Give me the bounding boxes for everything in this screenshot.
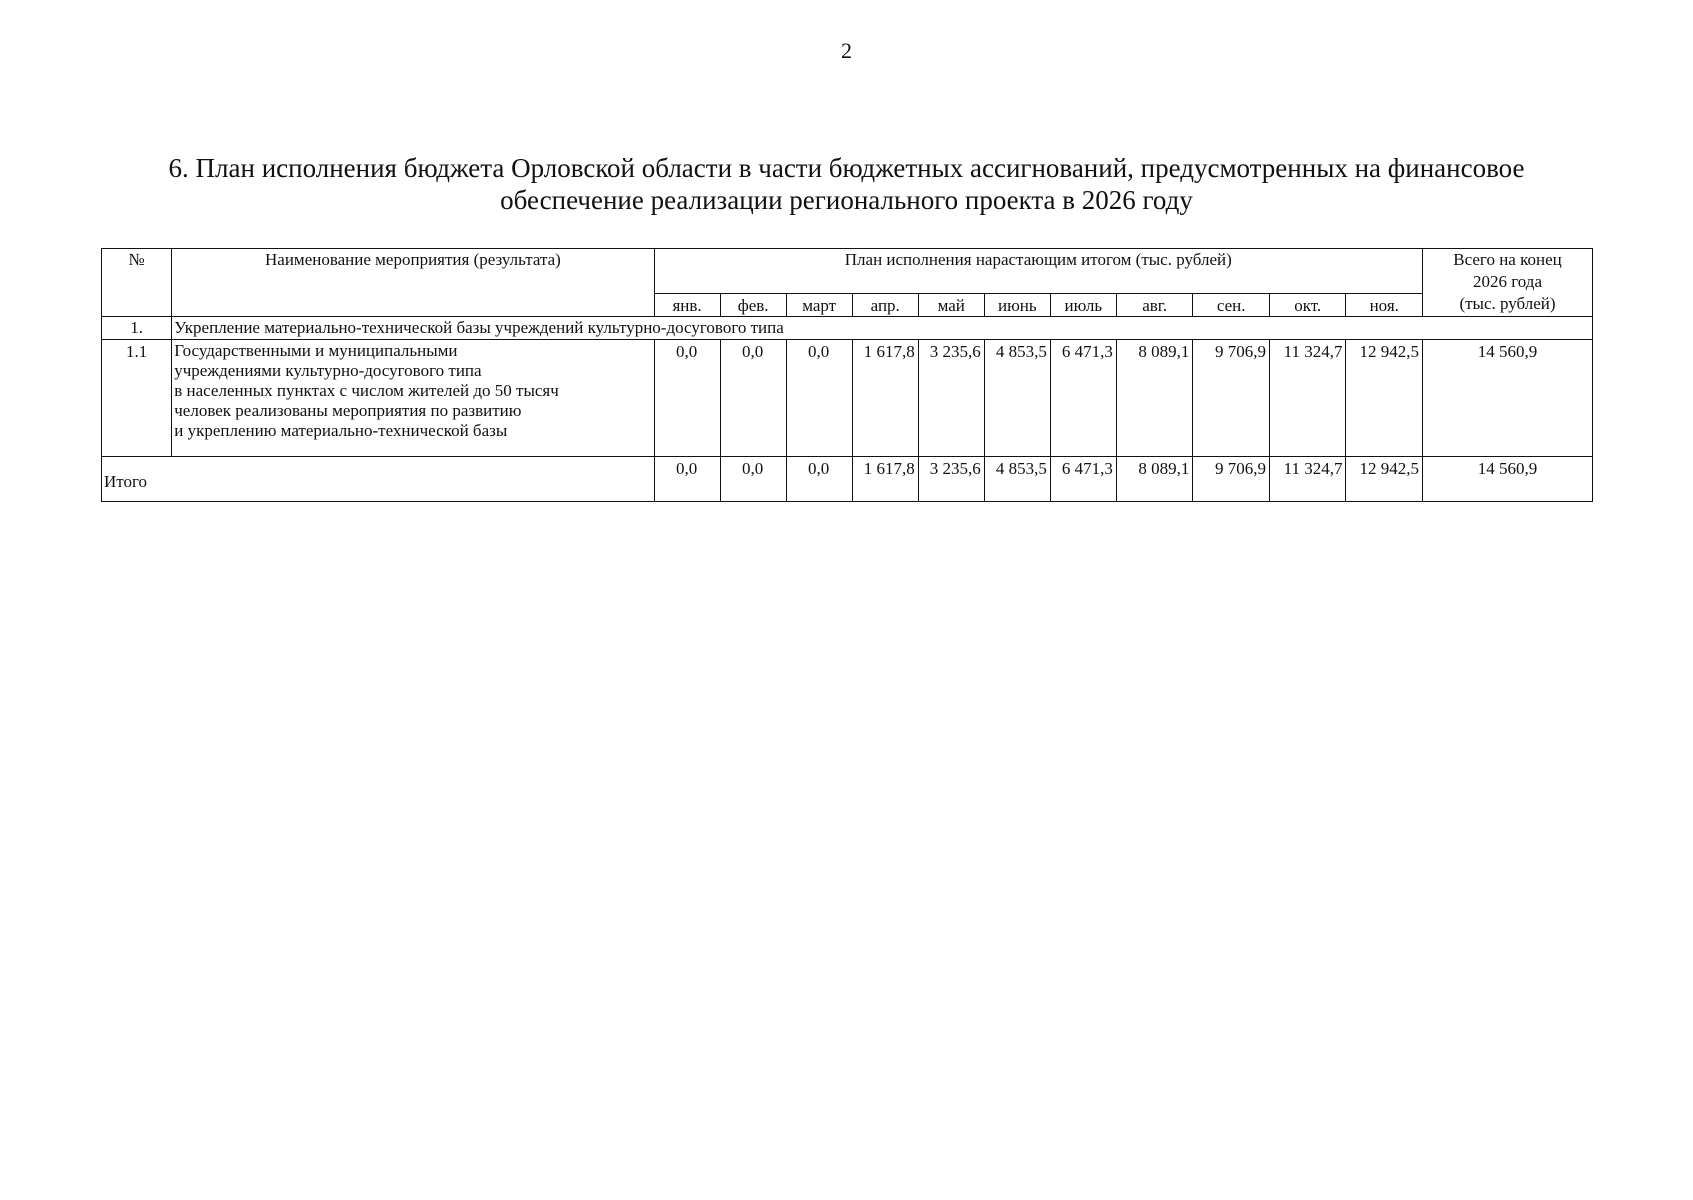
item-name-line: Государственными и муниципальными (174, 341, 458, 360)
column-header-total (1423, 249, 1593, 317)
month-header: сен. (1193, 294, 1270, 317)
column-header-plan: План исполнения нарастающим итогом (тыс. рублей) (654, 249, 1422, 294)
item-name (172, 340, 654, 457)
table-row (102, 340, 1593, 457)
header-row (102, 249, 1593, 294)
total-month-value: 0,0 (786, 457, 852, 502)
total-month-value: 0,0 (654, 457, 720, 502)
total-month-value: 9 706,9 (1193, 457, 1270, 502)
item-name-line: учреждениями культурно-досугового типа (174, 361, 482, 380)
column-header-total-line-2: 2026 года (1473, 272, 1543, 291)
month-header: ноя. (1346, 294, 1423, 317)
month-value: 9 706,9 (1193, 340, 1270, 457)
item-name-line: человек реализованы мероприятия по развитию (174, 401, 522, 420)
total-month-value: 11 324,7 (1269, 457, 1346, 502)
month-value: 0,0 (720, 340, 786, 457)
total-month-value: 12 942,5 (1346, 457, 1423, 502)
month-value: 8 089,1 (1116, 340, 1193, 457)
month-header: июнь (984, 294, 1050, 317)
item-name-line: и укреплению материально-технической базы (174, 421, 508, 440)
column-header-total-line-3: (тыс. рублей) (1459, 294, 1556, 313)
item-number: 1.1 (102, 340, 172, 457)
month-header: янв. (654, 294, 720, 317)
total-row (102, 457, 1593, 502)
total-month-value: 1 617,8 (852, 457, 918, 502)
document-title-line-2: обеспечение реализации регионального проекта в 2026 году (500, 185, 1193, 215)
month-value: 0,0 (654, 340, 720, 457)
section-number: 1. (102, 317, 172, 340)
document-title-line-1: 6. План исполнения бюджета Орловской области в части бюджетных ассигнований, предусмотренных на финансовое (168, 153, 1525, 183)
column-header-number: № (102, 249, 172, 317)
total-month-value: 8 089,1 (1116, 457, 1193, 502)
month-header: апр. (852, 294, 918, 317)
total-label: Итого (102, 457, 655, 502)
month-value: 0,0 (786, 340, 852, 457)
total-month-value: 3 235,6 (918, 457, 984, 502)
month-header: авг. (1116, 294, 1193, 317)
budget-plan-table (101, 248, 1593, 502)
grand-total-value: 14 560,9 (1423, 457, 1593, 502)
month-header: май (918, 294, 984, 317)
item-total-value: 14 560,9 (1423, 340, 1593, 457)
month-header: окт. (1269, 294, 1346, 317)
column-header-total-line-1: Всего на конец (1453, 250, 1562, 269)
section-title: Укрепление материально-технической базы учреждений культурно-досугового типа (172, 317, 1593, 340)
month-value: 3 235,6 (918, 340, 984, 457)
month-header: март (786, 294, 852, 317)
item-name-line: в населенных пунктах с числом жителей до 50 тысяч (174, 381, 559, 400)
total-month-value: 6 471,3 (1050, 457, 1116, 502)
month-value: 6 471,3 (1050, 340, 1116, 457)
column-header-name: Наименование мероприятия (результата) (172, 249, 654, 317)
month-value: 12 942,5 (1346, 340, 1423, 457)
total-month-value: 0,0 (720, 457, 786, 502)
section-row (102, 317, 1593, 340)
month-header: фев. (720, 294, 786, 317)
document-title (100, 152, 1593, 216)
page-number: 2 (841, 38, 852, 63)
month-value: 4 853,5 (984, 340, 1050, 457)
month-header: июль (1050, 294, 1116, 317)
month-value: 11 324,7 (1269, 340, 1346, 457)
total-month-value: 4 853,5 (984, 457, 1050, 502)
month-value: 1 617,8 (852, 340, 918, 457)
